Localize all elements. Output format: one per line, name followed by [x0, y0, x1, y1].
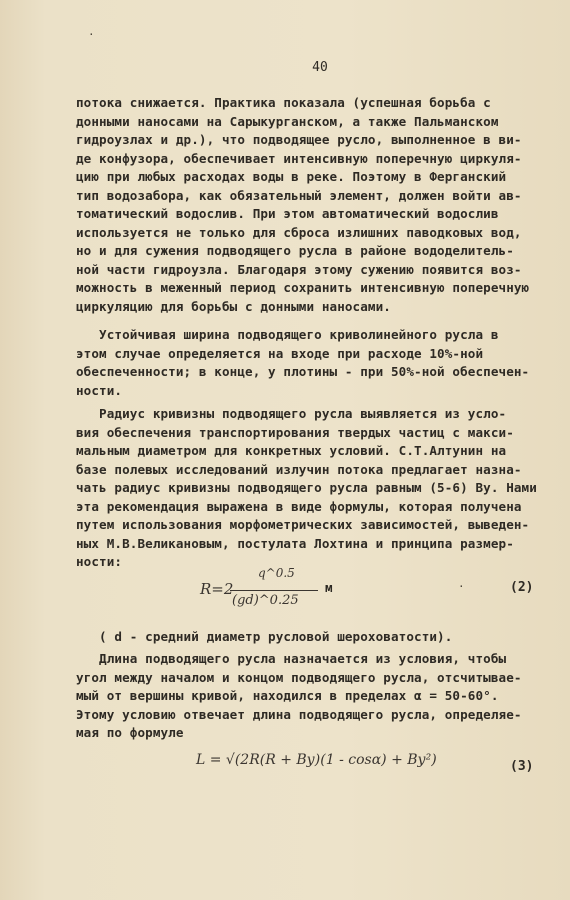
text-line: тип водозабора, как обязательный элемент, должен войти ав- — [76, 187, 522, 203]
fraction-bar — [230, 590, 318, 591]
text-line: гидроузлах и др.), что подводящее русло, выполненное в ви- — [76, 132, 522, 147]
text-line: ных М.В.Великановым, постулата Лохтина и принципа размер- — [76, 535, 514, 551]
page-number: 40 — [312, 60, 328, 75]
text-line: донными наносами на Сарыкурганском, а также Пальманском — [76, 113, 499, 129]
text-line: ( d - средний диаметр русловой шероховатости). — [76, 629, 453, 644]
text-line: цию при любых расходах воды в реке. Поэтому в Ферганский — [76, 169, 507, 184]
text-line: путем использования морфометрических зависимостей, выведен- — [76, 517, 530, 532]
formula-unit: м — [325, 580, 333, 595]
text-line: вия обеспечения транспортирования твердых частиц с макси- — [76, 424, 514, 440]
text-line: ности. — [76, 382, 123, 398]
paragraph-2 — [76, 326, 538, 400]
text-line: циркуляцию для борьбы с донными наносами. — [76, 298, 391, 314]
text-line: чать радиус кривизны подводящего русла равным (5-6) Bу. Нами — [76, 480, 537, 495]
text-line: базе полевых исследований излучин потока предлагает назна- — [76, 461, 522, 477]
text-line: Радиус кривизны подводящего русла выявляется из усло- — [76, 406, 507, 421]
formula-2 — [200, 566, 330, 618]
paragraph-3 — [76, 405, 538, 572]
text-line: угол между началом и концом подводящего русла, отсчитывае- — [76, 669, 522, 685]
stray-mark: · — [458, 580, 465, 593]
formula-numerator: q^0.5 — [258, 566, 295, 580]
paragraph-5 — [76, 650, 538, 743]
text-line: используется не только для сброса излишних паводковых вод, — [76, 224, 522, 240]
text-line: томатический водослив. При этом автоматический водослив — [76, 206, 499, 221]
text-line: мальным диаметром для конкретных условий. С.Т.Алтунин на — [76, 443, 507, 458]
text-line: но и для сужения подводящего русла в районе вододелитель- — [76, 243, 514, 258]
formula-lhs: R=2 — [200, 580, 234, 598]
formula-3: L = √(2R(R + Bу)(1 - cosα) + Bу²) — [196, 752, 437, 768]
text-line: обеспеченности; в конце, у плотины - при 50%-ной обеспечен- — [76, 364, 530, 379]
text-line: Этому условию отвечает длина подводящего русла, определяе- — [76, 706, 522, 722]
stray-mark: · — [88, 28, 95, 41]
text-line: мая по формуле — [76, 725, 184, 740]
text-line: ной части гидроузла. Благодаря этому сужению появится воз- — [76, 261, 522, 277]
text-line: Длина подводящего русла назначается из условия, чтобы — [76, 651, 507, 666]
paragraph-1 — [76, 94, 538, 316]
equation-number: (3) — [510, 759, 534, 774]
paragraph-4 — [76, 628, 538, 647]
text-line: ности: — [76, 554, 123, 569]
text-line: эта рекомендация выражена в виде формулы, которая получена — [76, 498, 522, 514]
equation-number: (2) — [510, 580, 534, 595]
text-line: можность в меженный период сохранить интенсивную поперечную — [76, 280, 530, 295]
formula-denominator: (gd)^0.25 — [232, 593, 299, 608]
text-line: этом случае определяется на входе при расходе 10%-ной — [76, 345, 484, 361]
text-line: потока снижается. Практика показала (успешная борьба с — [76, 95, 491, 110]
text-line: мый от вершины кривой, находился в пределах α = 50-60°. — [76, 688, 499, 703]
text-line: Устойчивая ширина подводящего криволинейного русла в — [76, 327, 499, 342]
text-line: де конфузора, обеспечивает интенсивную поперечную циркуля- — [76, 150, 522, 166]
